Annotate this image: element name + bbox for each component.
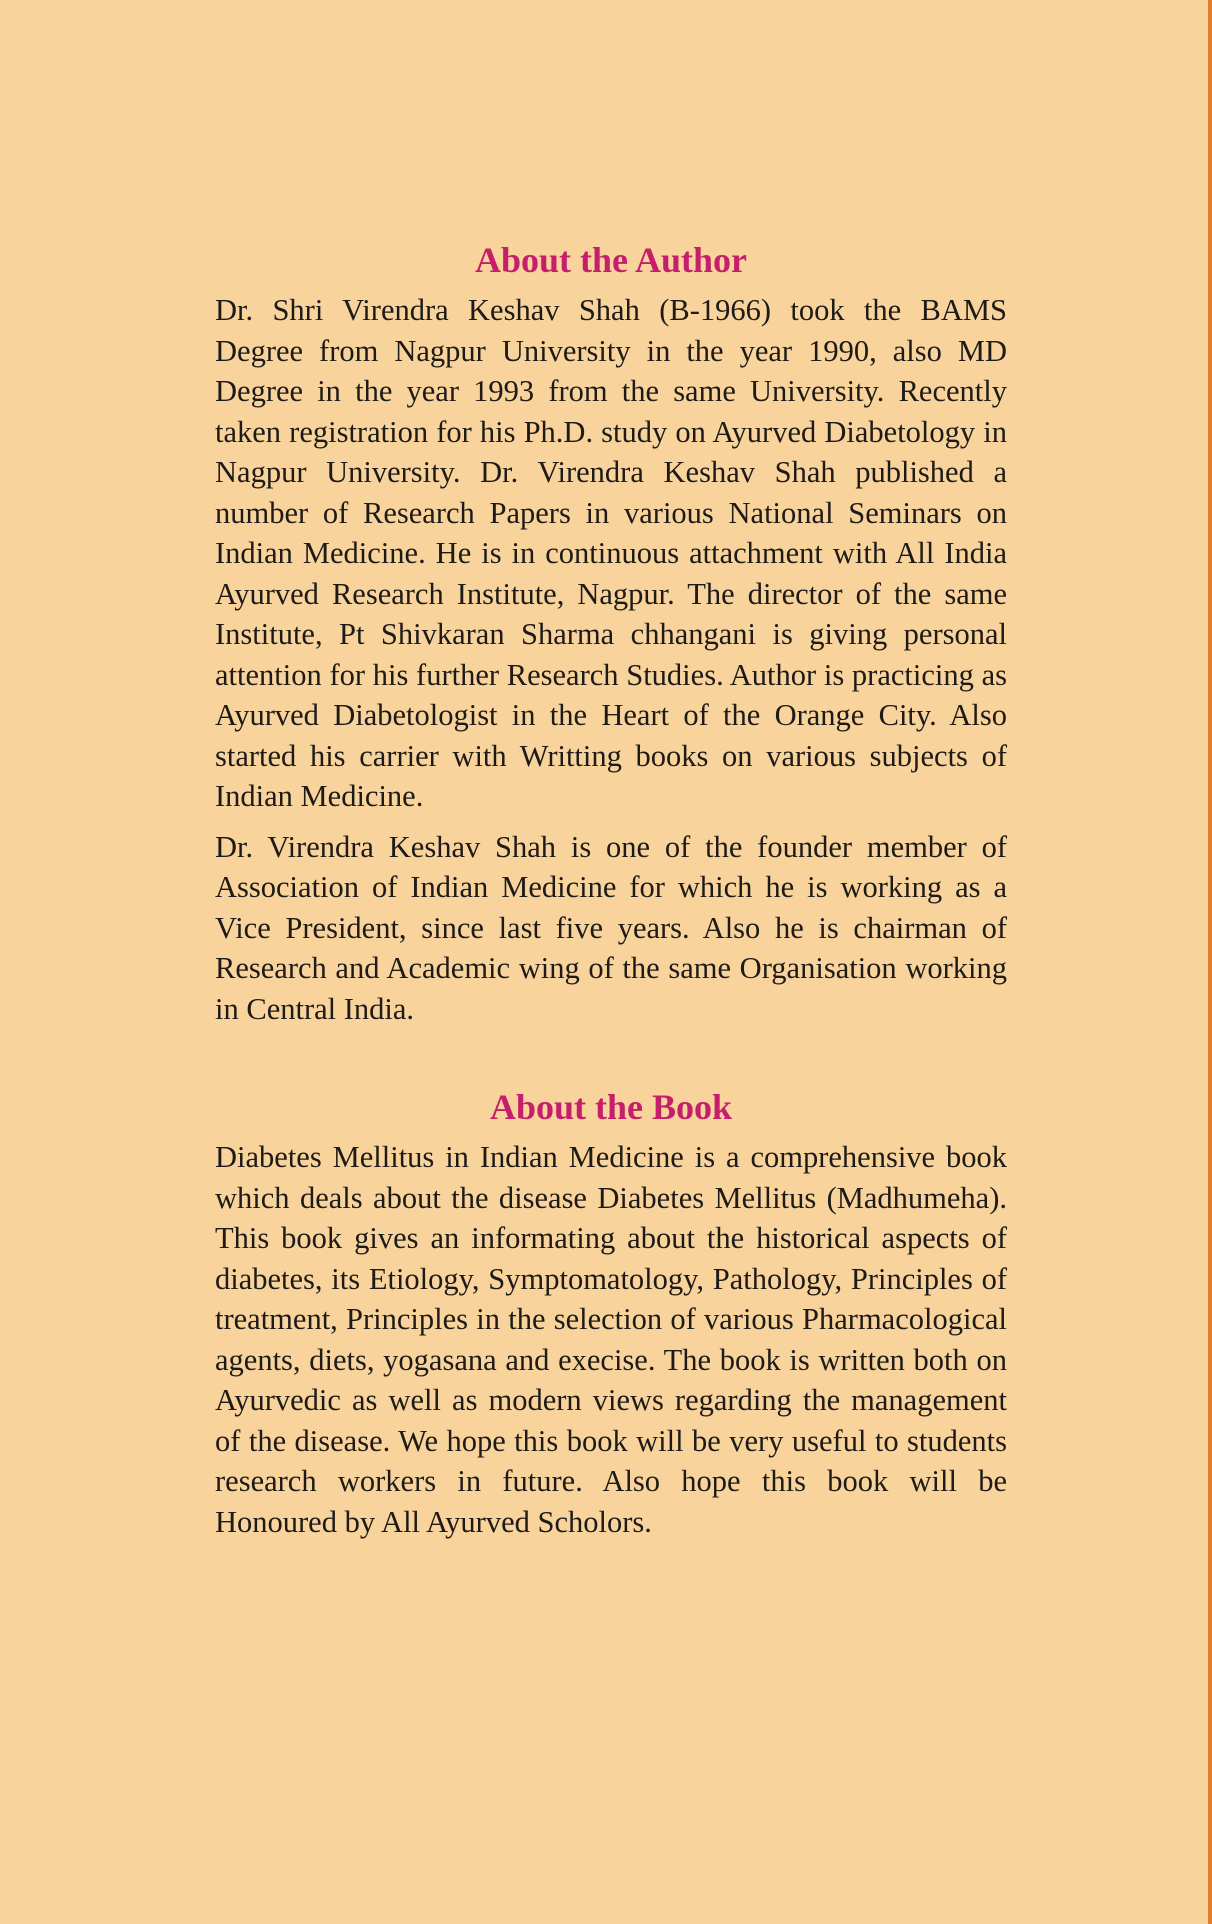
about-author-paragraph-1: Dr. Shri Virendra Keshav Shah (B-1966) took the BAMS Degree from Nagpur University in the year 1990, also MD Degree in the year 1993 from the same University. Recently taken registration for his Ph.D. study on Ayurved Diabetology in Nagpur University. Dr. Virendra Keshav Shah published a number of Research Papers in various National Seminars on Indian Medicine. He is in continuous attachment with All India Ayurved Research Institute, Nagpur. The director of the same Institute, Pt Shivkaran Sharma chhangani is giving personal attention for his further Research Studies. Author is practicing as Ayurved Diabetologist in the Heart of the Orange City. Also started his carrier with Writting books on various subjects of Indian Medicine. [215,293,1007,813]
about-book-heading: About the Book [489,1087,733,1127]
about-book-paragraph-1: Diabetes Mellitus in Indian Medicine is a comprehensive book which deals about the disease Diabetes Mellitus (Madhumeha). This book gives an informating about the historical aspects of diabetes, its Etiology, Symptomatology, Pathology, Principles of treatment, Principles in the selection of various Pharmacological agents, diets, yogasana and execise. The book is written both on Ayurvedic as well as modern views regarding the management of the disease. We hope this book will be very useful to students research workers in future. Also hope this book will be Honoured by All Ayurved Scholors. [215,1140,1007,1539]
cover-edge-line [1208,0,1212,1924]
about-author-section [215,236,1007,1029]
back-cover-content [215,236,1007,1542]
about-book-section [215,1083,1007,1542]
about-author-paragraph-2: Dr. Virendra Keshav Shah is one of the founder member of Association of Indian Medicine for which he is working as a Vice President, since last five years. Also he is chairman of Research and Academic wing of the same Organisation working in Central India. [215,829,1007,1026]
about-author-heading: About the Author [474,240,748,280]
section-spacer [215,1029,1007,1083]
